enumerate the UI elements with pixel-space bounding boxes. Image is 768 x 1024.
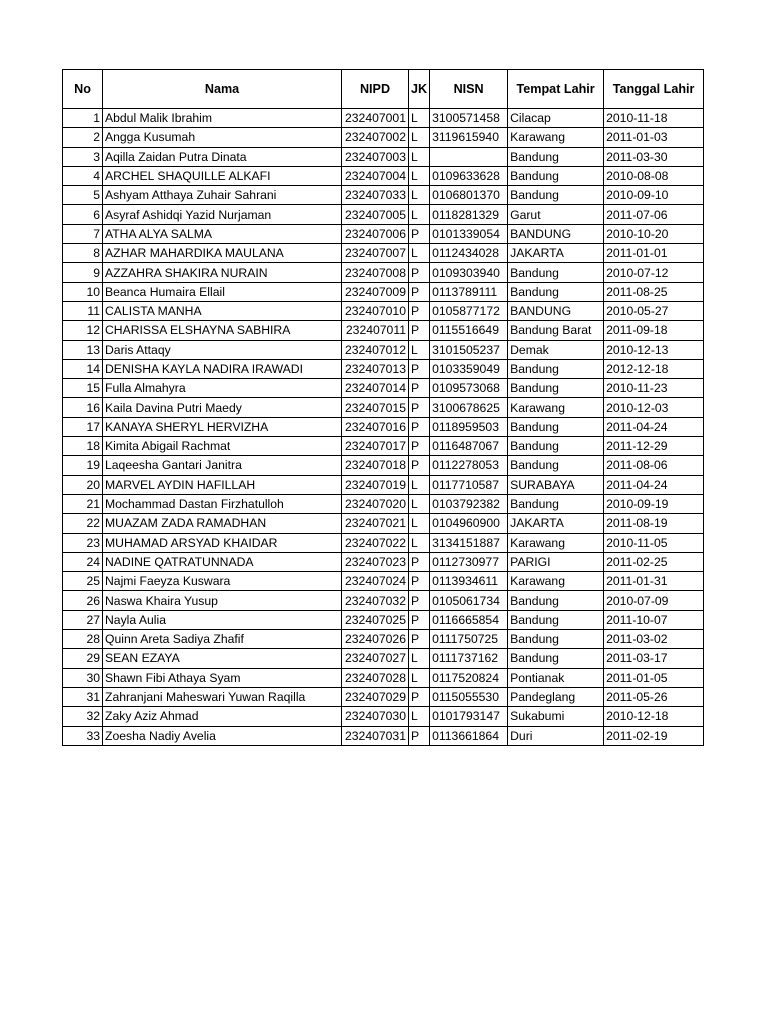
cell-nama: Naswa Khaira Yusup (103, 591, 342, 610)
cell-no: 8 (63, 244, 103, 263)
cell-tempat-lahir: JAKARTA (508, 514, 604, 533)
cell-nisn: 0109573068 (430, 379, 508, 398)
cell-nama: Quinn Areta Sadiya Zhafif (103, 630, 342, 649)
cell-nisn: 0112730977 (430, 552, 508, 571)
cell-no: 9 (63, 263, 103, 282)
table-row (63, 263, 704, 282)
cell-nama: SEAN EZAYA (103, 649, 342, 668)
cell-nipd: 232407009 (342, 282, 409, 301)
table-row (63, 707, 704, 726)
cell-no: 30 (63, 668, 103, 687)
cell-nama: Daris Attaqy (103, 340, 342, 359)
cell-jk: P (409, 456, 430, 475)
cell-nama: Laqeesha Gantari Janitra (103, 456, 342, 475)
cell-jk: L (409, 244, 430, 263)
cell-nisn: 0103359049 (430, 359, 508, 378)
cell-nisn: 0117710587 (430, 475, 508, 494)
cell-no: 6 (63, 205, 103, 224)
cell-nipd: 232407002 (342, 128, 409, 147)
cell-tanggal-lahir: 2010-10-20 (604, 224, 704, 243)
cell-jk: P (409, 437, 430, 456)
cell-nipd: 232407006 (342, 224, 409, 243)
cell-tempat-lahir: Garut (508, 205, 604, 224)
cell-tanggal-lahir: 2010-11-05 (604, 533, 704, 552)
cell-tanggal-lahir: 2011-03-17 (604, 649, 704, 668)
cell-nama: MUHAMAD ARSYAD KHAIDAR (103, 533, 342, 552)
cell-nipd: 232407018 (342, 456, 409, 475)
cell-tempat-lahir: Cilacap (508, 109, 604, 128)
cell-nipd: 232407031 (342, 726, 409, 745)
cell-nama: Angga Kusumah (103, 128, 342, 147)
cell-nama: Zoesha Nadiy Avelia (103, 726, 342, 745)
cell-nisn: 0115055530 (430, 687, 508, 706)
cell-jk: P (409, 726, 430, 745)
cell-jk: L (409, 514, 430, 533)
cell-no: 5 (63, 186, 103, 205)
header-nisn: NISN (430, 70, 508, 109)
cell-tempat-lahir: Pandeglang (508, 687, 604, 706)
cell-nisn: 0101793147 (430, 707, 508, 726)
cell-tanggal-lahir: 2011-10-07 (604, 610, 704, 629)
cell-tanggal-lahir: 2010-12-03 (604, 398, 704, 417)
cell-nama: Shawn Fibi Athaya Syam (103, 668, 342, 687)
cell-nipd: 232407015 (342, 398, 409, 417)
cell-nipd: 232407028 (342, 668, 409, 687)
student-table (62, 69, 704, 746)
cell-tempat-lahir: Karawang (508, 128, 604, 147)
cell-tanggal-lahir: 2011-05-26 (604, 687, 704, 706)
cell-tempat-lahir: Karawang (508, 572, 604, 591)
cell-tempat-lahir: Bandung (508, 494, 604, 513)
table-row (63, 321, 704, 340)
table-row (63, 128, 704, 147)
table-row (63, 417, 704, 436)
cell-nipd: 232407004 (342, 166, 409, 185)
cell-tanggal-lahir: 2011-04-24 (604, 417, 704, 436)
cell-nipd: 232407021 (342, 514, 409, 533)
cell-nipd: 232407001 (342, 109, 409, 128)
cell-nipd: 232407027 (342, 649, 409, 668)
cell-nipd: 232407033 (342, 186, 409, 205)
table-row (63, 572, 704, 591)
cell-jk: P (409, 282, 430, 301)
cell-tempat-lahir: Bandung (508, 610, 604, 629)
cell-tempat-lahir: Bandung (508, 147, 604, 166)
cell-nipd: 232407017 (342, 437, 409, 456)
cell-no: 22 (63, 514, 103, 533)
cell-nama: AZZAHRA SHAKIRA NURAIN (103, 263, 342, 282)
cell-nisn: 0109303940 (430, 263, 508, 282)
cell-nama: Aqilla Zaidan Putra Dinata (103, 147, 342, 166)
cell-tempat-lahir: Bandung (508, 186, 604, 205)
cell-jk: P (409, 379, 430, 398)
cell-no: 11 (63, 301, 103, 320)
cell-tempat-lahir: PARIGI (508, 552, 604, 571)
cell-no: 2 (63, 128, 103, 147)
cell-jk: L (409, 475, 430, 494)
cell-tempat-lahir: Bandung (508, 591, 604, 610)
cell-tempat-lahir: Pontianak (508, 668, 604, 687)
cell-tanggal-lahir: 2011-07-06 (604, 205, 704, 224)
cell-nama: Kimita Abigail Rachmat (103, 437, 342, 456)
cell-tanggal-lahir: 2011-08-19 (604, 514, 704, 533)
cell-tanggal-lahir: 2011-01-31 (604, 572, 704, 591)
cell-tanggal-lahir: 2011-03-02 (604, 630, 704, 649)
cell-nisn: 0116487067 (430, 437, 508, 456)
cell-nisn: 0116665854 (430, 610, 508, 629)
cell-tanggal-lahir: 2010-12-18 (604, 707, 704, 726)
header-jk: JK (409, 70, 430, 109)
cell-nisn (430, 147, 508, 166)
cell-nisn: 3101505237 (430, 340, 508, 359)
cell-nipd: 232407030 (342, 707, 409, 726)
cell-jk: L (409, 533, 430, 552)
header-no: No (63, 70, 103, 109)
table-row (63, 340, 704, 359)
cell-nama: CALISTA MANHA (103, 301, 342, 320)
cell-tempat-lahir: Bandung (508, 379, 604, 398)
cell-nama: KANAYA SHERYL HERVIZHA (103, 417, 342, 436)
cell-no: 25 (63, 572, 103, 591)
table-row (63, 494, 704, 513)
cell-nama: Kaila Davina Putri Maedy (103, 398, 342, 417)
cell-no: 18 (63, 437, 103, 456)
cell-jk: L (409, 186, 430, 205)
cell-tanggal-lahir: 2012-12-18 (604, 359, 704, 378)
cell-nipd: 232407025 (342, 610, 409, 629)
cell-jk: L (409, 668, 430, 687)
cell-tempat-lahir: Bandung (508, 649, 604, 668)
cell-jk: L (409, 109, 430, 128)
cell-nisn: 0111737162 (430, 649, 508, 668)
cell-nisn: 0117520824 (430, 668, 508, 687)
cell-nisn: 3100678625 (430, 398, 508, 417)
table-row (63, 591, 704, 610)
table-row (63, 301, 704, 320)
header-tempat-lahir: Tempat Lahir (508, 70, 604, 109)
cell-tempat-lahir: BANDUNG (508, 301, 604, 320)
cell-nipd: 232407013 (342, 359, 409, 378)
cell-nisn: 0105061734 (430, 591, 508, 610)
cell-nisn: 0111750725 (430, 630, 508, 649)
cell-tanggal-lahir: 2010-12-13 (604, 340, 704, 359)
cell-nisn: 0113789111 (430, 282, 508, 301)
cell-no: 19 (63, 456, 103, 475)
cell-no: 20 (63, 475, 103, 494)
cell-nama: Zahranjani Maheswari Yuwan Raqilla (103, 687, 342, 706)
cell-no: 15 (63, 379, 103, 398)
cell-nama: ATHA ALYA SALMA (103, 224, 342, 243)
cell-tanggal-lahir: 2010-07-12 (604, 263, 704, 282)
cell-no: 26 (63, 591, 103, 610)
table-row (63, 359, 704, 378)
cell-jk: P (409, 398, 430, 417)
cell-nipd: 232407023 (342, 552, 409, 571)
cell-nipd: 232407026 (342, 630, 409, 649)
cell-tempat-lahir: Bandung (508, 263, 604, 282)
cell-tanggal-lahir: 2011-09-18 (604, 321, 704, 340)
cell-no: 16 (63, 398, 103, 417)
cell-jk: L (409, 205, 430, 224)
cell-no: 7 (63, 224, 103, 243)
cell-nama: Mochammad Dastan Firzhatulloh (103, 494, 342, 513)
cell-jk: P (409, 630, 430, 649)
cell-tanggal-lahir: 2011-01-05 (604, 668, 704, 687)
table-row (63, 186, 704, 205)
table-row (63, 649, 704, 668)
cell-nama: AZHAR MAHARDIKA MAULANA (103, 244, 342, 263)
table-row (63, 630, 704, 649)
table-row (63, 552, 704, 571)
header-row (63, 70, 704, 109)
cell-jk: P (409, 263, 430, 282)
cell-no: 29 (63, 649, 103, 668)
cell-tempat-lahir: JAKARTA (508, 244, 604, 263)
cell-nipd: 232407029 (342, 687, 409, 706)
table-row (63, 610, 704, 629)
cell-nisn: 0106801370 (430, 186, 508, 205)
table-row (63, 668, 704, 687)
cell-nama: CHARISSA ELSHAYNA SABHIRA (103, 321, 342, 340)
cell-no: 33 (63, 726, 103, 745)
cell-tanggal-lahir: 2011-02-19 (604, 726, 704, 745)
cell-nipd: 232407019 (342, 475, 409, 494)
cell-nisn: 3119615940 (430, 128, 508, 147)
table-row (63, 514, 704, 533)
cell-jk: P (409, 610, 430, 629)
cell-tanggal-lahir: 2010-11-18 (604, 109, 704, 128)
cell-no: 14 (63, 359, 103, 378)
cell-no: 27 (63, 610, 103, 629)
cell-jk: P (409, 224, 430, 243)
table-row (63, 533, 704, 552)
cell-nisn: 0112278053 (430, 456, 508, 475)
cell-no: 12 (63, 321, 103, 340)
cell-tanggal-lahir: 2010-08-08 (604, 166, 704, 185)
cell-no: 23 (63, 533, 103, 552)
cell-jk: P (409, 301, 430, 320)
cell-no: 17 (63, 417, 103, 436)
cell-jk: L (409, 494, 430, 513)
cell-tanggal-lahir: 2010-11-23 (604, 379, 704, 398)
table-row (63, 205, 704, 224)
cell-nipd: 232407003 (342, 147, 409, 166)
cell-nama: ARCHEL SHAQUILLE ALKAFI (103, 166, 342, 185)
cell-nipd: 232407005 (342, 205, 409, 224)
table-row (63, 437, 704, 456)
cell-nama: Beanca Humaira Ellail (103, 282, 342, 301)
table-row (63, 282, 704, 301)
cell-tempat-lahir: Karawang (508, 533, 604, 552)
cell-nisn: 0101339054 (430, 224, 508, 243)
cell-nisn: 0112434028 (430, 244, 508, 263)
cell-jk: P (409, 591, 430, 610)
cell-nama: Nayla Aulia (103, 610, 342, 629)
cell-tempat-lahir: Bandung (508, 359, 604, 378)
cell-no: 31 (63, 687, 103, 706)
cell-no: 10 (63, 282, 103, 301)
cell-nama: MARVEL AYDIN HAFILLAH (103, 475, 342, 494)
table-row (63, 726, 704, 745)
cell-tanggal-lahir: 2010-09-10 (604, 186, 704, 205)
cell-tempat-lahir: Sukabumi (508, 707, 604, 726)
cell-nipd: 232407020 (342, 494, 409, 513)
cell-nipd: 232407007 (342, 244, 409, 263)
cell-jk: L (409, 166, 430, 185)
cell-tempat-lahir: BANDUNG (508, 224, 604, 243)
table-row (63, 475, 704, 494)
cell-tanggal-lahir: 2011-08-06 (604, 456, 704, 475)
cell-jk: L (409, 147, 430, 166)
cell-no: 3 (63, 147, 103, 166)
cell-nisn: 3100571458 (430, 109, 508, 128)
cell-nipd: 232407012 (342, 340, 409, 359)
cell-jk: P (409, 417, 430, 436)
cell-jk: P (409, 552, 430, 571)
cell-nisn: 0115516649 (430, 321, 508, 340)
cell-tempat-lahir: Bandung (508, 437, 604, 456)
cell-nipd: 232407016 (342, 417, 409, 436)
cell-nisn: 0109633628 (430, 166, 508, 185)
cell-nisn: 0103792382 (430, 494, 508, 513)
cell-tanggal-lahir: 2011-01-03 (604, 128, 704, 147)
table-body (63, 109, 704, 746)
table-row (63, 244, 704, 263)
cell-jk: P (409, 572, 430, 591)
cell-nisn: 0105877172 (430, 301, 508, 320)
cell-tempat-lahir: Bandung (508, 166, 604, 185)
cell-no: 32 (63, 707, 103, 726)
cell-tempat-lahir: Bandung (508, 456, 604, 475)
cell-nisn: 0104960900 (430, 514, 508, 533)
cell-nisn: 0118281329 (430, 205, 508, 224)
cell-tempat-lahir: Bandung (508, 630, 604, 649)
cell-nipd: 232407022 (342, 533, 409, 552)
cell-nipd: 232407014 (342, 379, 409, 398)
cell-nama: Ashyam Atthaya Zuhair Sahrani (103, 186, 342, 205)
cell-no: 21 (63, 494, 103, 513)
cell-jk: L (409, 340, 430, 359)
cell-tempat-lahir: Bandung (508, 417, 604, 436)
cell-nama: Abdul Malik Ibrahim (103, 109, 342, 128)
header-nipd: NIPD (342, 70, 409, 109)
cell-tanggal-lahir: 2011-03-30 (604, 147, 704, 166)
cell-tanggal-lahir: 2011-08-25 (604, 282, 704, 301)
table-row (63, 379, 704, 398)
table-row (63, 456, 704, 475)
header-tanggal-lahir: Tanggal Lahir (604, 70, 704, 109)
cell-tanggal-lahir: 2010-09-19 (604, 494, 704, 513)
cell-nisn: 0118959503 (430, 417, 508, 436)
cell-nama: Najmi Faeyza Kuswara (103, 572, 342, 591)
cell-tempat-lahir: SURABAYA (508, 475, 604, 494)
cell-nipd: 232407032 (342, 591, 409, 610)
cell-nama: DENISHA KAYLA NADIRA IRAWADI (103, 359, 342, 378)
cell-nama: Zaky Aziz Ahmad (103, 707, 342, 726)
cell-nama: MUAZAM ZADA RAMADHAN (103, 514, 342, 533)
cell-tanggal-lahir: 2010-05-27 (604, 301, 704, 320)
cell-tanggal-lahir: 2011-04-24 (604, 475, 704, 494)
cell-tanggal-lahir: 2011-02-25 (604, 552, 704, 571)
cell-nipd: 232407024 (342, 572, 409, 591)
cell-jk: P (409, 359, 430, 378)
table-row (63, 398, 704, 417)
header-nama: Nama (103, 70, 342, 109)
cell-nipd: 232407011 (342, 321, 409, 340)
cell-tanggal-lahir: 2011-01-01 (604, 244, 704, 263)
cell-no: 1 (63, 109, 103, 128)
cell-tanggal-lahir: 2011-12-29 (604, 437, 704, 456)
cell-jk: P (409, 687, 430, 706)
cell-jk: L (409, 128, 430, 147)
table-row (63, 147, 704, 166)
cell-no: 24 (63, 552, 103, 571)
table-row (63, 687, 704, 706)
cell-jk: L (409, 707, 430, 726)
cell-nama: Fulla Almahyra (103, 379, 342, 398)
cell-nisn: 3134151887 (430, 533, 508, 552)
cell-tempat-lahir: Bandung (508, 282, 604, 301)
cell-no: 28 (63, 630, 103, 649)
cell-jk: P (409, 321, 430, 340)
cell-no: 13 (63, 340, 103, 359)
cell-tempat-lahir: Bandung Barat (508, 321, 604, 340)
cell-nama: Asyraf Ashidqi Yazid Nurjaman (103, 205, 342, 224)
cell-nisn: 0113661864 (430, 726, 508, 745)
cell-nipd: 232407008 (342, 263, 409, 282)
cell-nipd: 232407010 (342, 301, 409, 320)
cell-no: 4 (63, 166, 103, 185)
cell-nisn: 0113934611 (430, 572, 508, 591)
table-row (63, 166, 704, 185)
table-row (63, 224, 704, 243)
cell-tempat-lahir: Duri (508, 726, 604, 745)
table-row (63, 109, 704, 128)
cell-nama: NADINE QATRATUNNADA (103, 552, 342, 571)
cell-jk: L (409, 649, 430, 668)
cell-tempat-lahir: Demak (508, 340, 604, 359)
cell-tanggal-lahir: 2010-07-09 (604, 591, 704, 610)
cell-tempat-lahir: Karawang (508, 398, 604, 417)
